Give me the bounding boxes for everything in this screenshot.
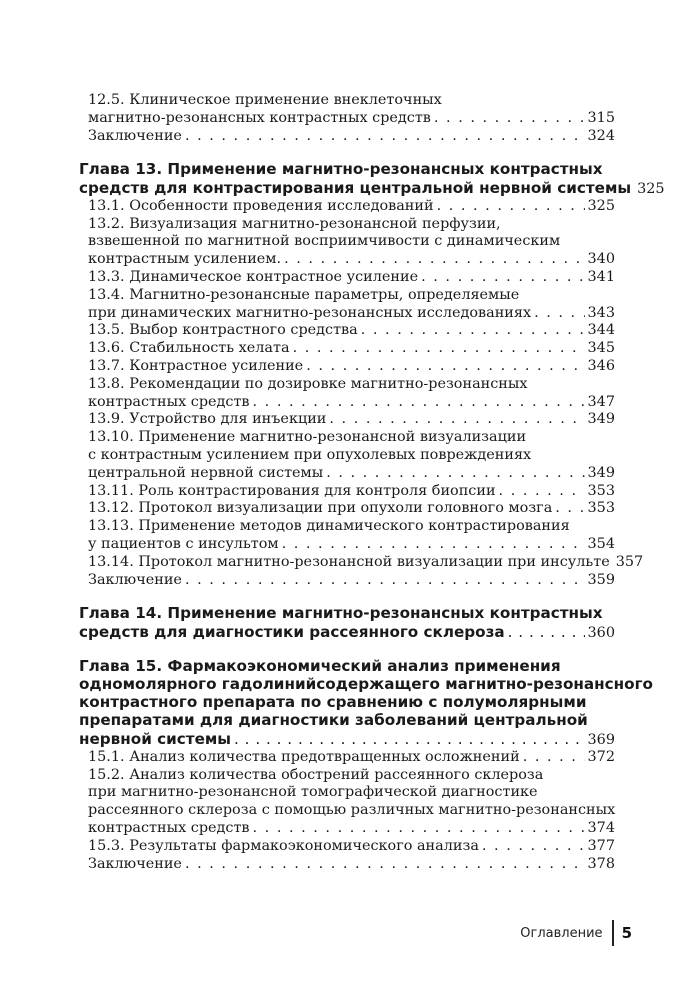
toc-section-entry <box>79 483 615 501</box>
toc-entry-text: 13.4. Магнитно-резонансные параметры, определяемые <box>88 286 520 303</box>
toc-entry-row <box>88 536 615 554</box>
dot-leader <box>326 465 584 483</box>
toc-page-number: 360 <box>587 624 615 641</box>
toc-page-number: 343 <box>587 304 615 321</box>
toc-entry-row <box>88 465 615 483</box>
toc-section-entry <box>79 128 615 146</box>
dot-leader <box>293 340 585 358</box>
toc-entry-text: 13.3. Динамическое контрастное усиление <box>88 268 419 285</box>
dot-leader <box>306 358 584 376</box>
toc-entry-text: контрастным усилением. <box>88 251 282 268</box>
toc-entry-text: рассеянного склероза с помощью различных магнитно-резонансных <box>88 802 616 819</box>
toc-page-number: 353 <box>587 482 615 499</box>
toc-entry-text: Глава 14. Применение магнитно-резонансных контрастных <box>79 604 603 623</box>
toc-section-entry <box>79 198 615 216</box>
page-number: 5 <box>621 924 632 942</box>
toc-entry-row <box>88 305 615 323</box>
toc-section-entry <box>79 287 615 323</box>
toc-entry-text: контрастных средств <box>88 819 250 836</box>
toc-entry-text: 13.6. Стабильность хелата <box>88 340 290 357</box>
toc-page-number: 340 <box>587 251 615 268</box>
toc-entry-text: 12.5. Клиническое применение внеклеточных <box>88 92 442 108</box>
toc-section-entry <box>79 411 615 429</box>
toc-entry-row <box>88 110 615 128</box>
toc-entry-text: 13.10. Применение магнитно-резонансной визуализации <box>88 429 527 446</box>
table-of-contents <box>79 92 665 873</box>
dot-leader <box>253 394 585 412</box>
toc-entry-text: 13.7. Контрастное усиление <box>88 357 304 374</box>
toc-page-number: 345 <box>587 340 615 357</box>
toc-entry-text: при динамических магнитно-резонансных исследованиях <box>88 304 532 321</box>
toc-entry-text: 13.13. Применение методов динамического контрастирования <box>88 518 570 535</box>
toc-entry-text: 15.1. Анализ количества предотвращенных осложнений <box>88 748 520 765</box>
toc-entry-row <box>88 269 615 287</box>
toc-entry-row <box>88 483 615 501</box>
dot-leader <box>234 730 585 748</box>
toc-page-number: 349 <box>587 411 615 428</box>
toc-entry-text: магнитно-резонансных контрастных средств <box>88 109 431 126</box>
toc-entry-text: центральной нервной системы <box>88 464 324 481</box>
dot-leader <box>253 820 585 838</box>
toc-page-number: 357 <box>615 553 644 570</box>
toc-entry-text: 13.8. Рекомендации по дозировке магнитно-резонансных <box>88 375 528 392</box>
dot-leader <box>482 838 585 856</box>
toc-entry-text: Заключение <box>88 571 182 588</box>
page-footer <box>520 920 632 946</box>
toc-page-number: 372 <box>587 748 615 765</box>
toc-page-number: 324 <box>587 127 615 144</box>
dot-leader <box>434 110 585 128</box>
toc-section-entry <box>79 749 615 767</box>
toc-entry-text: Глава 13. Применение магнитно-резонансных контрастных <box>79 160 603 179</box>
dot-leader <box>185 128 585 146</box>
dot-leader <box>185 856 585 874</box>
toc-chapter-entry <box>79 160 665 197</box>
toc-entry-text: контрастного препарата по сравнению с полумолярными <box>79 693 587 712</box>
dot-leader <box>555 500 584 518</box>
toc-entry-text: препаратами для диагностики заболеваний центральной <box>79 711 588 730</box>
toc-chapter-entry <box>79 604 615 641</box>
dot-leader <box>421 269 584 287</box>
toc-entry-row <box>79 730 615 749</box>
toc-section-entry <box>79 358 615 376</box>
toc-page-number: 346 <box>587 357 615 374</box>
toc-section-entry <box>79 340 615 358</box>
toc-page-number: 377 <box>587 837 615 854</box>
toc-page-number: 315 <box>587 109 615 126</box>
toc-entry-text: средств для контрастирования центральной нервной системы <box>79 178 632 197</box>
toc-page-number: 341 <box>587 268 615 285</box>
toc-entry-text: Глава 15. Фармакоэкономический анализ применения <box>79 656 561 675</box>
toc-section-entry <box>79 856 615 874</box>
toc-page-number: 359 <box>587 571 615 588</box>
toc-entry-text: 15.3. Результаты фармакоэкономического анализа <box>88 837 479 854</box>
toc-entry-text: Заключение <box>88 855 182 872</box>
toc-entry-row <box>88 394 615 412</box>
toc-section-entry <box>79 572 615 590</box>
toc-entry-text: Заключение <box>88 127 182 144</box>
toc-entry-text: 13.1. Особенности проведения исследований <box>88 197 434 214</box>
dot-leader <box>185 572 585 590</box>
toc-entry-text: 13.9. Устройство для инъекции <box>88 411 327 428</box>
toc-entry-text: 15.2. Анализ количества обострений рассеянного склероза <box>88 766 544 783</box>
toc-entry-text: при магнитно-резонансной томографической диагностике <box>88 784 538 801</box>
toc-entry-row <box>88 198 615 216</box>
toc-entry-row <box>79 623 615 642</box>
toc-entry-text: средств для диагностики рассеянного склероза <box>79 622 505 641</box>
running-header-label: Оглавление <box>520 925 603 941</box>
toc-entry-row <box>88 358 615 376</box>
toc-section-entry <box>79 429 615 482</box>
toc-page-number: 353 <box>587 500 615 517</box>
toc-entry-row <box>88 500 615 518</box>
toc-entry-row <box>88 340 615 358</box>
toc-entry-row <box>88 553 644 572</box>
dot-leader <box>523 749 585 767</box>
toc-entry-text: 13.11. Роль контрастирования для контроля биопсии <box>88 482 496 499</box>
toc-entry-text: взвешенной по магнитной восприимчивости с динамическим <box>88 233 561 250</box>
toc-entry-row <box>88 411 615 429</box>
toc-entry-row <box>88 251 615 269</box>
toc-entry-text: нервной системы <box>79 729 232 748</box>
toc-page-number: 369 <box>587 731 615 748</box>
dot-leader <box>282 536 585 554</box>
toc-page-number: 347 <box>587 393 615 410</box>
toc-entry-row <box>88 838 615 856</box>
toc-section-entry <box>79 269 615 287</box>
toc-section-entry <box>79 216 615 269</box>
toc-page-number: 378 <box>587 855 615 872</box>
dot-leader <box>329 411 584 429</box>
toc-entry-row <box>88 572 615 590</box>
dot-leader <box>361 322 585 340</box>
toc-entry-text: 13.5. Выбор контрастного средства <box>88 322 358 339</box>
toc-section-entry <box>79 553 644 572</box>
dot-leader <box>508 623 585 641</box>
toc-chapter-entry <box>79 656 653 749</box>
dot-leader <box>534 305 584 323</box>
dot-leader <box>499 483 585 501</box>
toc-entry-text: 13.2. Визуализация магнитно-резонансной перфузии, <box>88 215 501 232</box>
dot-leader <box>437 198 585 216</box>
toc-page-number: 349 <box>587 464 615 481</box>
toc-entry-text: контрастных средств <box>88 393 250 410</box>
toc-section-entry <box>79 838 615 856</box>
toc-entry-row <box>88 749 615 767</box>
toc-section-entry <box>79 500 615 518</box>
toc-entry-row <box>88 322 615 340</box>
toc-entry-text: 13.12. Протокол визуализации при опухоли головного мозга <box>88 500 553 517</box>
toc-entry-text: одномолярного гадолинийсодержащего магнитно-резонансного <box>79 674 653 693</box>
toc-page-number: 354 <box>587 535 615 552</box>
toc-entry-row <box>88 820 615 838</box>
toc-page-number: 325 <box>637 180 665 197</box>
toc-entry-row <box>88 856 615 874</box>
toc-entry-text: 13.14. Протокол магнитно-резонансной визуализации при инсульте <box>88 553 610 570</box>
toc-entry-row <box>88 128 615 146</box>
toc-page-number: 325 <box>587 197 615 214</box>
toc-section-entry <box>79 518 615 554</box>
toc-section-entry <box>79 92 615 128</box>
dot-leader <box>284 251 584 269</box>
toc-entry-row <box>79 178 665 198</box>
toc-page-number: 374 <box>587 819 615 836</box>
toc-page-number: 344 <box>587 322 615 339</box>
toc-section-entry <box>79 322 615 340</box>
toc-entry-text: с контрастным усилением при опухолевых повреждениях <box>88 446 532 463</box>
toc-section-entry <box>79 767 615 838</box>
toc-section-entry <box>79 376 615 412</box>
toc-entry-text: у пациентов с инсультом <box>88 535 279 552</box>
